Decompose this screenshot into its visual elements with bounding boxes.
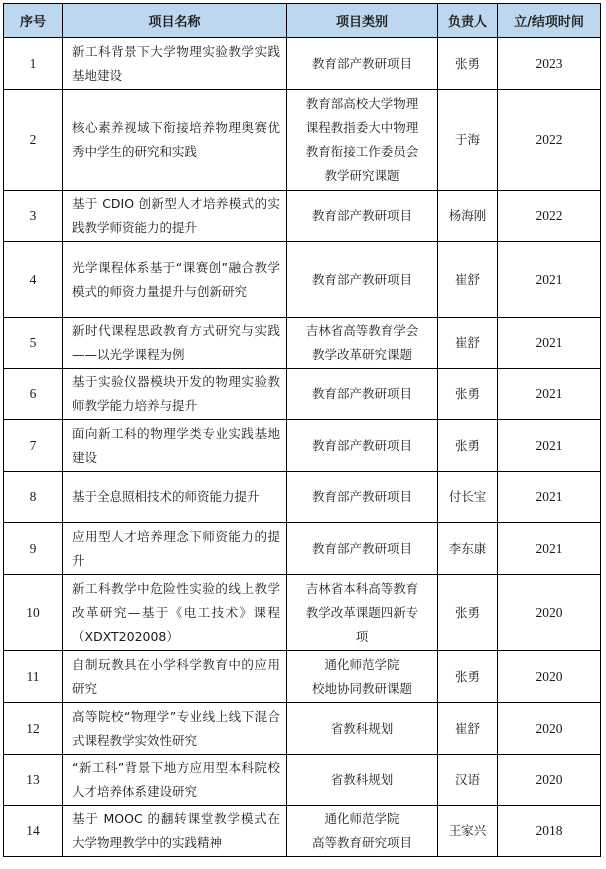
row-number: 8 (4, 472, 63, 523)
table-row (4, 755, 601, 806)
project-category-line: 教育部产教研项目 (311, 437, 412, 453)
project-name: 高等院校“物理学”专业线上线下混合式课程教学实效性研究 (72, 708, 280, 748)
project-category-line: 教学改革研究课题 (311, 347, 412, 362)
project-leader: 于海 (438, 90, 498, 191)
project-leader: 崔舒 (438, 242, 498, 318)
project-name-cell (63, 472, 287, 523)
project-name: 基于实验仪器模块开发的物理实验教师教学能力培养与提升 (72, 374, 280, 413)
project-name-cell (63, 38, 287, 90)
project-category-line: 吉林省高等教育学会 (305, 323, 419, 338)
project-leader: 汉语 (438, 755, 498, 806)
row-number: 13 (4, 755, 63, 806)
project-year: 2021 (498, 472, 601, 523)
project-name-cell (63, 318, 287, 369)
project-category-cell (287, 90, 438, 191)
project-name: 新工科教学中危险性实验的线上教学改革研究—基于《电工技术》课程（XDXT202008） (72, 580, 280, 644)
project-year: 2023 (498, 38, 601, 90)
project-category-line: 教学改革课题四新专 (305, 604, 419, 620)
project-leader: 李东康 (438, 523, 498, 575)
project-name: 基于 MOOC 的翻转课堂教学模式在大学物理教学中的实践精神 (72, 811, 280, 850)
table-row (4, 420, 601, 472)
project-category-line: 教育部产教研项目 (311, 540, 412, 556)
project-category-cell (287, 755, 438, 806)
project-year: 2020 (498, 755, 601, 806)
project-name-cell (63, 703, 287, 755)
project-category-line: 省教科规划 (330, 720, 394, 736)
project-name-cell (63, 575, 287, 651)
project-year: 2021 (498, 420, 601, 472)
table-row (4, 472, 601, 523)
project-name-cell (63, 242, 287, 318)
row-number: 11 (4, 651, 63, 703)
project-leader: 崔舒 (438, 703, 498, 755)
row-number: 9 (4, 523, 63, 575)
project-name: 应用型人才培养理念下师资能力的提升 (72, 528, 280, 568)
project-leader: 张勇 (438, 651, 498, 703)
project-category-cell (287, 369, 438, 420)
row-number: 6 (4, 369, 63, 420)
project-leader: 崔舒 (438, 318, 498, 369)
table-row (4, 318, 601, 369)
row-number: 7 (4, 420, 63, 472)
project-leader: 张勇 (438, 369, 498, 420)
project-category-line: 项 (355, 628, 369, 644)
project-category-line: 校地协同教研课题 (311, 680, 412, 696)
project-name: 新工科背景下大学物理实验教学实践基地建设 (72, 43, 280, 83)
project-category-line: 教育衔接工作委员会 (305, 144, 419, 159)
project-year: 2020 (498, 703, 601, 755)
project-category-cell (287, 242, 438, 318)
project-year: 2020 (498, 651, 601, 703)
project-name: 面向新工科的物理学类专业实践基地建设 (72, 425, 280, 465)
project-name-cell (63, 806, 287, 857)
project-category-cell (287, 38, 438, 90)
row-number: 5 (4, 318, 63, 369)
project-leader: 付长宝 (438, 472, 498, 523)
row-number: 4 (4, 242, 63, 318)
header-name: 项目名称 (63, 4, 287, 38)
project-category-line: 通化师范学院 (324, 811, 400, 826)
project-name: 核心素养视域下衔接培养物理奥赛优秀中学生的研究和实践 (72, 120, 280, 159)
project-leader: 张勇 (438, 420, 498, 472)
row-number: 12 (4, 703, 63, 755)
project-name: 新时代课程思政教育方式研究与实践——以光学课程为例 (72, 323, 280, 362)
table-row (4, 806, 601, 857)
table-row (4, 90, 601, 191)
project-category-line: 课程教指委大中物理 (305, 120, 419, 135)
project-category-line: 教育部产教研项目 (311, 208, 412, 223)
project-category-cell (287, 651, 438, 703)
project-category-line: 教学研究课题 (324, 168, 400, 183)
project-category-cell (287, 420, 438, 472)
project-name-cell (63, 755, 287, 806)
row-number: 14 (4, 806, 63, 857)
project-year: 2021 (498, 318, 601, 369)
project-category-cell (287, 472, 438, 523)
table-header-row (4, 4, 601, 38)
project-name-cell (63, 651, 287, 703)
table-row (4, 369, 601, 420)
header-year: 立/结项时间 (498, 4, 601, 38)
project-year: 2022 (498, 191, 601, 242)
project-name: “新工科”背景下地方应用型本科院校人才培养体系建设研究 (72, 760, 280, 799)
project-year: 2022 (498, 90, 601, 191)
header-leader: 负责人 (438, 4, 498, 38)
project-year: 2021 (498, 369, 601, 420)
project-category-cell (287, 318, 438, 369)
row-number: 1 (4, 38, 63, 90)
row-number: 10 (4, 575, 63, 651)
table-row (4, 703, 601, 755)
project-category-cell (287, 703, 438, 755)
project-year: 2020 (498, 575, 601, 651)
project-leader: 张勇 (438, 38, 498, 90)
project-category-line: 吉林省本科高等教育 (305, 580, 419, 596)
table-row (4, 651, 601, 703)
project-name-cell (63, 369, 287, 420)
project-category-cell (287, 523, 438, 575)
project-name-cell (63, 420, 287, 472)
project-name: 自制玩教具在小学科学教育中的应用研究 (72, 656, 280, 696)
table-row (4, 38, 601, 90)
project-leader: 张勇 (438, 575, 498, 651)
header-no: 序号 (4, 4, 63, 38)
header-category: 项目类别 (287, 4, 438, 38)
project-category-line: 教育部产教研项目 (311, 271, 412, 287)
project-name-cell (63, 523, 287, 575)
project-name: 光学课程体系基于“课赛创”融合教学模式的师资力量提升与创新研究 (72, 259, 280, 299)
project-category-line: 高等教育研究项目 (311, 835, 412, 850)
table-row (4, 242, 601, 318)
project-category-line: 通化师范学院 (324, 656, 400, 672)
project-category-cell (287, 806, 438, 857)
project-category-line: 教育部产教研项目 (311, 489, 412, 504)
project-category-line: 教育部产教研项目 (311, 386, 412, 401)
project-category-cell (287, 575, 438, 651)
project-category-cell (287, 191, 438, 242)
project-leader: 杨海刚 (438, 191, 498, 242)
project-leader: 王家兴 (438, 806, 498, 857)
project-name-cell (63, 90, 287, 191)
project-name-cell (63, 191, 287, 242)
row-number: 3 (4, 191, 63, 242)
project-name: 基于 CDIO 创新型人才培养模式的实践教学师资能力的提升 (72, 196, 280, 235)
project-category-line: 教育部产教研项目 (311, 55, 412, 71)
project-year: 2021 (498, 523, 601, 575)
project-year: 2018 (498, 806, 601, 857)
table-row (4, 191, 601, 242)
row-number: 2 (4, 90, 63, 191)
table-row (4, 523, 601, 575)
project-category-line: 教育部高校大学物理 (305, 96, 419, 111)
project-category-line: 省教科规划 (330, 772, 394, 787)
project-year: 2021 (498, 242, 601, 318)
table-row (4, 575, 601, 651)
projects-table (3, 3, 601, 857)
project-name: 基于全息照相技术的师资能力提升 (72, 489, 260, 504)
